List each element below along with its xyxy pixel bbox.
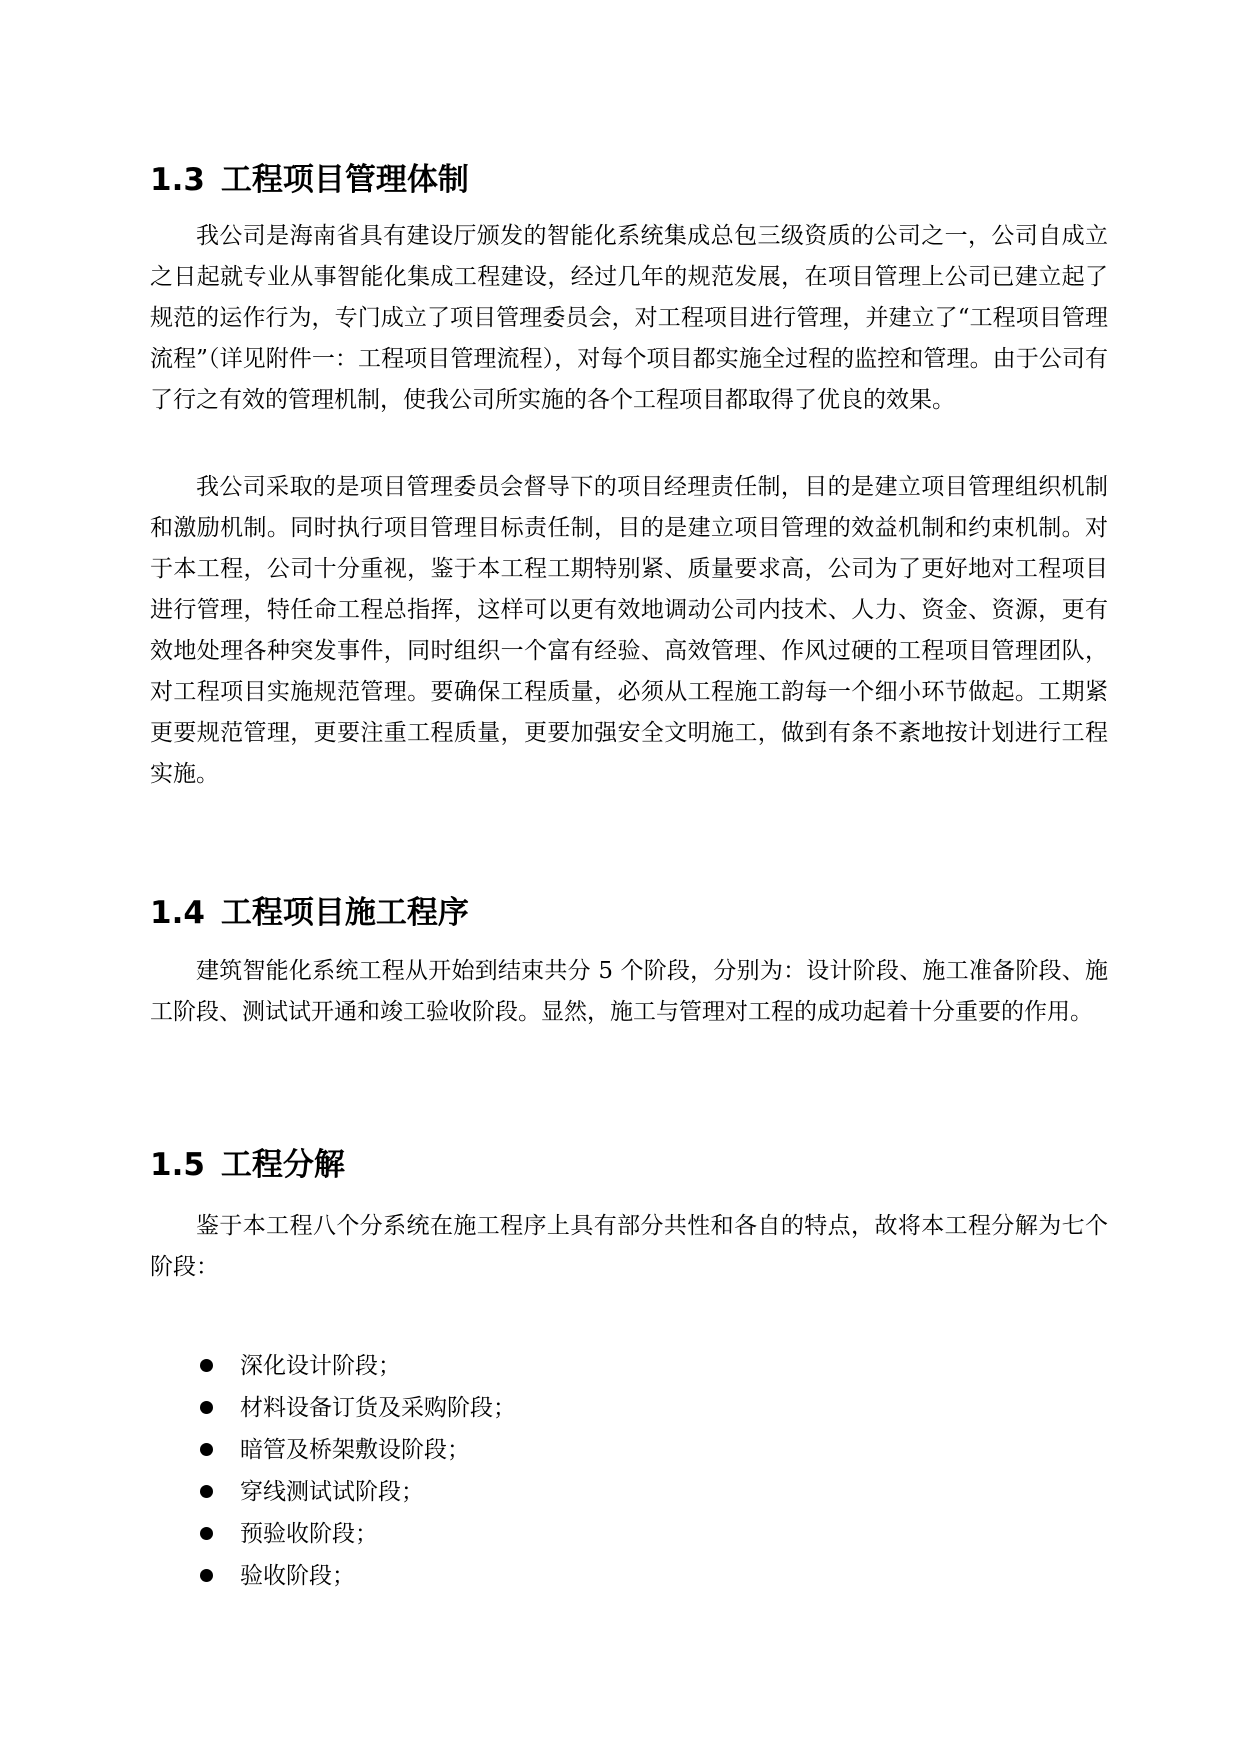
section-heading-1-5 — [150, 1145, 1110, 1185]
bullet-icon — [200, 1443, 213, 1456]
bullet-icon — [200, 1485, 213, 1498]
bullet-icon — [200, 1569, 213, 1582]
list-item-text: 验收阶段； — [240, 1563, 355, 1589]
paragraph-project-decomposition: 鉴于本工程八个分系统在施工程序上具有部分共性和各自的特点，故将本工程分解为七个阶段： — [150, 1213, 1108, 1280]
list-item-text: 深化设计阶段； — [240, 1353, 401, 1379]
paragraph-construction-procedure: 建筑智能化系统工程从开始到结束共分 5 个阶段，分别为：设计阶段、施工准备阶段、施工阶段、测试试开通和竣工验收阶段。显然，施工与管理对工程的成功起着十分重要的作用。 — [150, 958, 1108, 1025]
paragraph-management-system: 我公司是海南省具有建设厅颁发的智能化系统集成总包三级资质的公司之一，公司自成立之日起就专业从事智能化集成工程建设，经过几年的规范发展，在项目管理上公司已建立起了规范的运作行为，专门成立了项目管理委员会，对工程项目进行管理，并建立了“工程项目管理流程”（详见附件一：工程项目管理流程），对每个项目都实施全过程的监控和管理。由于公司有了行之有效的管理机制，使我公司所实施的各个工程项目都取得了优良的效果。 — [150, 223, 1108, 413]
section-title: 工程项目施工程序 — [220, 895, 469, 931]
section-number: 1.5 — [150, 1147, 205, 1183]
bullet-icon — [200, 1359, 213, 1372]
list-item — [196, 1471, 1096, 1513]
list-item-text: 暗管及桥架敷设阶段； — [240, 1437, 470, 1463]
list-item-text: 穿线测试试阶段； — [240, 1479, 424, 1505]
list-item — [196, 1513, 1096, 1555]
paragraph-project-manager-responsibility: 我公司采取的是项目管理委员会督导下的项目经理责任制，目的是建立项目管理组织机制和激励机制。同时执行项目管理目标责任制，目的是建立项目管理的效益机制和约束机制。对于本工程，公司十分重视，鉴于本工程工期特别紧、质量要求高，公司为了更好地对工程项目进行管理，特任命工程总指挥，这样可以更有效地调动公司内技术、人力、资金、资源，更有效地处理各种突发事件，同时组织一个富有经验、高效管理、作风过硬的工程项目管理团队，对工程项目实施规范管理。要确保工程质量，必须从工程施工韵每一个细小环节做起。工期紧更要规范管理，更要注重工程质量，更要加强安全文明施工，做到有条不紊地按计划进行工程实施。 — [150, 474, 1108, 787]
section-number: 1.4 — [150, 895, 205, 931]
list-item — [196, 1429, 1096, 1471]
section-title: 工程项目管理体制 — [220, 162, 469, 198]
section-heading-1-3 — [150, 160, 1110, 200]
list-item — [196, 1345, 1096, 1387]
section-title: 工程分解 — [220, 1147, 345, 1183]
section-heading-1-4 — [150, 893, 1110, 933]
stage-list — [196, 1345, 1096, 1597]
list-item-text: 预验收阶段； — [240, 1521, 378, 1547]
section-number: 1.3 — [150, 162, 205, 198]
list-item — [196, 1555, 1096, 1597]
bullet-icon — [200, 1527, 213, 1540]
list-item — [196, 1387, 1096, 1429]
bullet-icon — [200, 1401, 213, 1414]
list-item-text: 材料设备订货及采购阶段； — [240, 1395, 516, 1421]
